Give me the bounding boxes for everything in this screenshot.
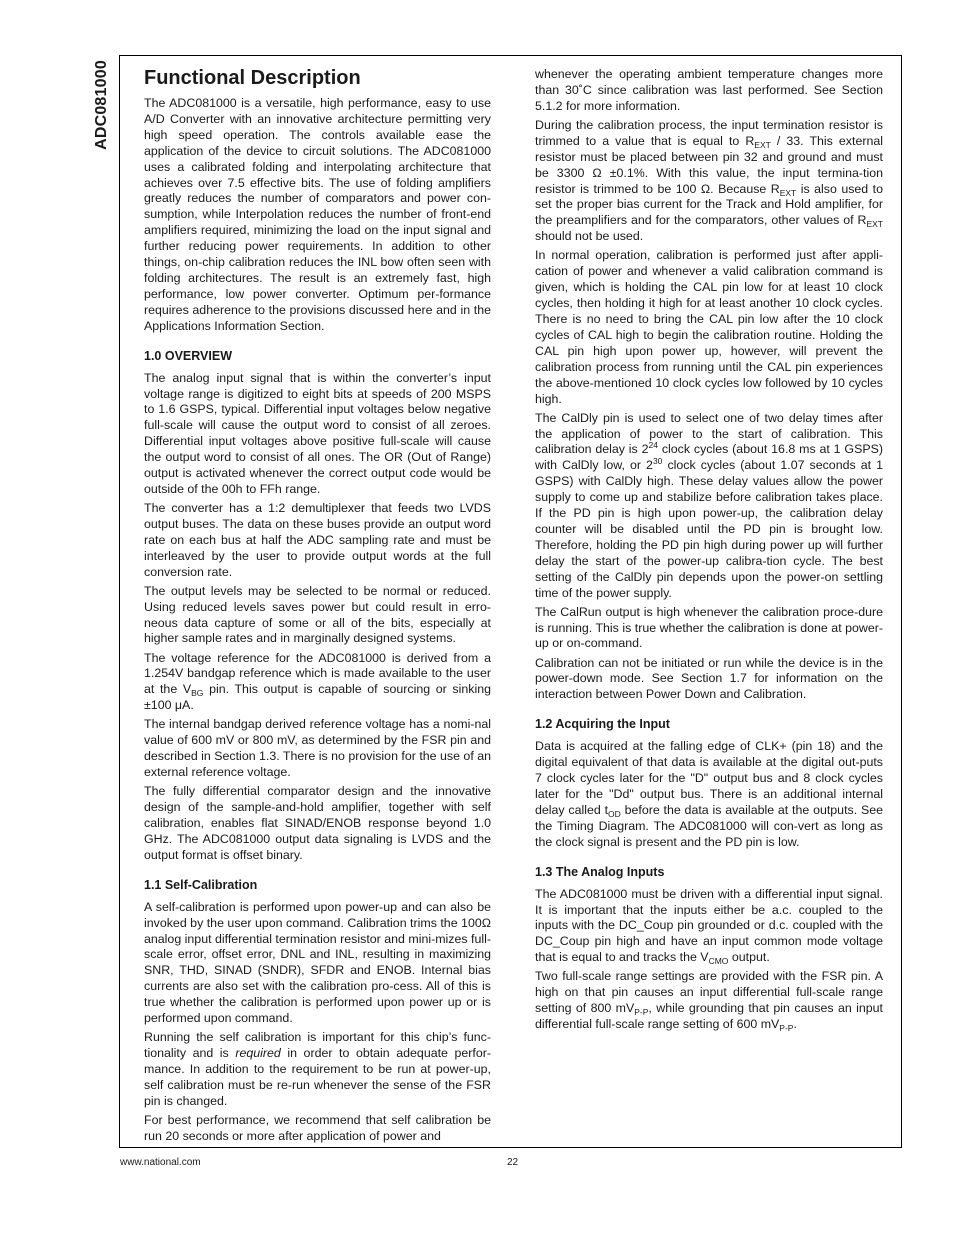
paragraph: The ADC081000 must be driven with a differential input signal. It is important that the inputs either be a.c. coupled to the inputs with the DC_Coup pin grounded or d.c. coupled with the DC_Coup pin high and have an input common mode voltage that is equal to and tracks the $V_{CMO}$ output. (535, 886, 883, 967)
intro-paragraph: The ADC081000 is a versatile, high performance, easy to use A/D Converter with an innovative architecture permitting very high speed operation. The controls available ease the application of the device to circuit solutions. The ADC081000 uses a calibrated folding and interpolating architecture that achieves over 7.5 effective bits. The use of folding amplifiers greatly reduces the number of comparators and power con-sumption, while Interpolation reduces the number of front-end amplifiers required, minimizing the load on the input signal and further reducing power requirements. In addition to other things, on-chip calibration reduces the INL bow often seen with folding architectures. The result is an extremely fast, high performance, low power converter. Optimum per-formance requires adherence to the provisions discussed here and in the Applications Information Section. (144, 96, 491, 333)
paragraph-continued: whenever the operating ambient temperature changes more than 30˚C since calibration was last performed. See Section 5.1.2 for more information. (535, 67, 883, 113)
paragraph: The fully differential comparator design and the innovative design of the sample-and-hold amplifier, together with self calibration, enables flat SINAD/ENOB response beyond 1.0 GHz. The ADC081000 output data signaling is LVDS and the output format is offset binary. (144, 784, 491, 862)
paragraph: The converter has a 1:2 demultiplexer that feeds two LVDS output buses. The data on these buses provide an output word rate on each bus at half the ADC sampling rate and must be interleaved by the user to provide output words at the full conversion rate. (144, 501, 491, 579)
section-heading-self-calibration: 1.1 Self-Calibration (144, 877, 258, 892)
section-heading-overview: 1.0 OVERVIEW (144, 348, 232, 363)
side-part-number (82, 55, 122, 185)
content-frame (119, 55, 902, 1148)
paragraph: During the calibration process, the input termination resistor is trimmed to a value that is equal to $R_{EXT} / 33$. This external resistor must be placed between pin 32 and ground and must be 3300 Ω ±0.1%. With this value, the input termina-tion resistor is trimmed to be 100 Ω. Because $R_{EXT}$ is also used to set the proper bias current for the Track and Hold amplifier, for the preamplifiers and for the comparators, other values of $R_{EXT}$ should not be used. (535, 117, 883, 244)
paragraph: The internal bandgap derived reference voltage has a nomi-nal value of 600 mV or 800 mV, as determined by the FSR pin and described in Section 1.3. There is no provision for the use of an external reference voltage. (144, 717, 491, 780)
paragraph: Data is acquired at the falling edge of CLK+ (pin 18) and the digital equivalent of that data is available at the digital out-puts 7 clock cycles later for the "D" output bus and 8 clock cycles later for the "Dd" output bus. There is an additional internal delay called $t_{OD}$ before the data is available at the outputs. See the Timing Diagram. The ADC081000 will con-vert as long as the clock signal is present and the PD pin is low. (535, 739, 883, 849)
paragraph: Two full-scale range settings are provided with the FSR pin. A high on that pin causes an input differential full-scale range setting of 800 $mV_{P-P}$, while grounding that pin causes an input differential full-scale range setting of 600 $mV_{P-P}$. (535, 969, 883, 1034)
paragraph: Calibration can not be initiated or run while the device is in the power-down mode. See Section 1.7 for information on the interaction between Power Down and Calibration. (535, 655, 883, 702)
part-number-label: ADC081000 (93, 60, 110, 150)
paragraph: Running the self calibration is important for this chip’s func-tionality and is required in order to obtain adequate perfor-mance. In addition to the requirement to be run at power-up, self calibration must be re-run whenever the sense of the FSR pin is changed. (144, 1030, 491, 1108)
page-title: Functional Description (144, 67, 361, 89)
paragraph: The voltage reference for the ADC081000 is derived from a 1.254V bandgap reference which is made available to the user at the $V_{BG}$ pin. This output is capable of sourcing or sinking ±100 μA. (144, 650, 492, 713)
left-column (144, 66, 491, 1148)
paragraph: The CalDly pin is used to select one of two delay times after the application of power to the start of calibration. This calibration delay is $2^{24}$ clock cycles (about 16.8 ms at 1 GSPS) with CalDly low, or $2^{30}$ clock cycles (about 1.07 seconds at 1 GSPS) with CalDly high. These delay values allow the power supply to come up and stabilize before calibration takes place. If the PD pin is high upon power-up, the calibration delay counter will be disabled until the PD pin is brought low. Therefore, holding the PD pin high during power up will further delay the start of the power-up calibra-tion cycle. The best setting of the CalDly pin depends upon the power-on settling time of the power supply. (535, 410, 883, 600)
paragraph: In normal operation, calibration is performed just after appli-cation of power and whenever a valid calibration command is given, which is holding the CAL pin low for at least 10 clock cycles, then holding it high for at least another 10 clock cycles. There is no need to bring the CAL pin low after the 10 clock cycles of CAL high to begin the calibration routine. Holding the CAL pin high upon power up, however, will prevent the calibration process from running until the CAL pin experiences the above-mentioned 10 clock cycles low followed by 10 cycles high. (535, 248, 883, 406)
paragraph: A self-calibration is performed upon power-up and can also be invoked by the user upon command. Calibration trims the 100Ω analog input differential termination resistor and mini-mizes full-scale error, offset error, DNL and INL, resulting in maximizing SNR, THD, SINAD (SNDR), SFDR and ENOB. Internal bias currents are also set with the calibration pro-cess. All of this is true whether the calibration is performed upon power up or is performed upon command. (144, 899, 491, 1026)
paragraph: The output levels may be selected to be normal or reduced. Using reduced levels saves power but could result in erro-neous data capture of some or all of the bits, especially at higher sample rates and in marginally designed systems. (144, 583, 491, 646)
paragraph: The CalRun output is high whenever the calibration proce-dure is running. This is true whether the calibration is done at power-up or on-command. (535, 604, 883, 651)
paragraph: For best performance, we recommend that self calibration be run 20 seconds or more after application of power and (144, 1112, 491, 1143)
section-heading-acquiring-input: 1.2 Acquiring the Input (535, 717, 670, 732)
paragraph: The analog input signal that is within the converter’s input voltage range is digitized to eight bits at speeds of 200 MSPS to 1.6 GSPS, typical. Differential input voltages below negative full-scale will cause the output word to consist of all zeroes. Differential input voltages above positive full-scale will cause the output word to consist of all ones. The OR (Out of Range) output is activated whenever the correct output code would be outside of the 00h to FFh range. (144, 370, 491, 496)
footer-page-number: 22 (507, 1157, 519, 1168)
footer-website: www.national.com (120, 1157, 201, 1168)
right-column (535, 67, 883, 1036)
section-heading-analog-inputs: 1.3 The Analog Inputs (535, 864, 665, 879)
